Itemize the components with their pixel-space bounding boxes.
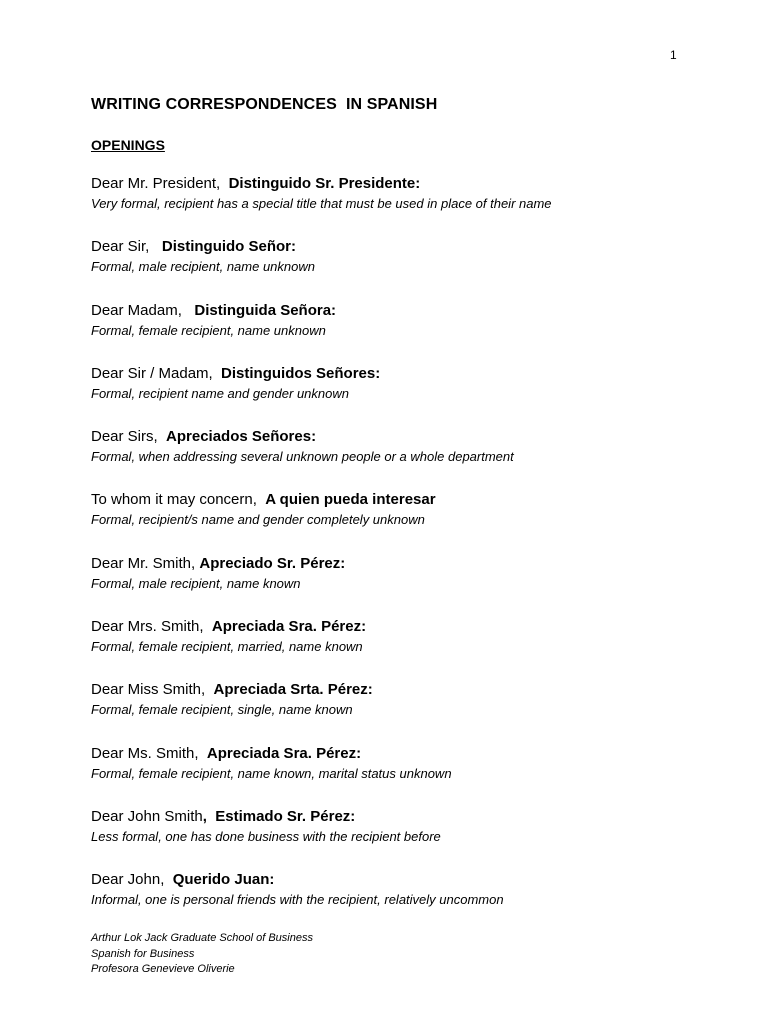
opening-entry — [91, 173, 711, 236]
salutation-line — [91, 743, 711, 765]
page-number: 1 — [670, 48, 677, 62]
english-salutation: Dear Sirs, — [91, 428, 167, 446]
spanish-salutation: A quien pueda interesar — [265, 491, 436, 509]
spanish-salutation: Apreciada Sra. Pérez: — [211, 618, 367, 636]
spanish-salutation: Distinguidos Señores: — [221, 364, 381, 382]
section-heading-openings: OPENINGS — [91, 137, 165, 153]
usage-note: Formal, recipient/s name and gender completely unknown — [91, 512, 425, 528]
opening-entry — [91, 426, 711, 489]
salutation-line — [91, 300, 711, 322]
opening-entry — [91, 743, 711, 806]
footer — [91, 931, 313, 978]
opening-entry — [91, 363, 711, 426]
salutation-line — [91, 616, 711, 638]
salutation-line — [91, 553, 711, 575]
spanish-salutation: Distinguido Señor: — [161, 238, 297, 256]
usage-note: Formal, female recipient, name known, marital status unknown — [91, 765, 452, 781]
english-salutation: Dear Madam, — [91, 301, 195, 319]
usage-note: Very formal, recipient has a special title that must be used in place of their name — [91, 196, 552, 211]
opening-entry — [91, 806, 711, 869]
english-salutation: To whom it may concern, — [91, 491, 266, 509]
opening-entry — [91, 489, 711, 552]
usage-note: Formal, recipient name and gender unknown — [91, 385, 349, 401]
english-salutation: Dear John Smith — [91, 807, 203, 825]
footer-line-school: Arthur Lok Jack Graduate School of Business — [91, 932, 313, 944]
footer-line-course: Spanish for Business — [91, 947, 195, 960]
usage-note: Formal, male recipient, name unknown — [91, 259, 315, 275]
usage-note: Formal, female recipient, single, name known — [91, 702, 353, 718]
spanish-salutation: , Estimado Sr. Pérez: — [202, 807, 356, 825]
english-salutation: Dear Ms. Smith, — [91, 744, 207, 762]
english-salutation: Dear Sir, — [91, 238, 162, 256]
salutation-line — [91, 173, 711, 195]
usage-note: Informal, one is personal friends with the recipient, relatively uncommon — [91, 892, 504, 908]
english-salutation: Dear Mrs. Smith, — [91, 618, 212, 636]
spanish-salutation: Apreciados Señores: — [166, 428, 317, 446]
openings-list — [91, 173, 711, 908]
english-salutation: Dear Sir / Madam, — [91, 364, 222, 382]
spanish-salutation: Apreciada Srta. Pérez: — [213, 681, 373, 699]
english-salutation: Dear Mr. President, — [91, 175, 229, 192]
salutation-line — [91, 236, 711, 258]
usage-note: Less formal, one has done business with the recipient before — [91, 828, 441, 844]
opening-entry — [91, 236, 711, 299]
footer-line-professor: Profesora Genevieve Oliverie — [91, 963, 235, 975]
opening-entry — [91, 679, 711, 742]
salutation-line — [91, 679, 711, 701]
document-title: WRITING CORRESPONDENCES IN SPANISH — [91, 96, 438, 113]
salutation-line — [91, 489, 711, 511]
usage-note: Formal, male recipient, name known — [91, 575, 301, 591]
salutation-line — [91, 869, 711, 891]
salutation-line — [91, 426, 711, 448]
english-salutation: Dear Miss Smith, — [91, 681, 214, 699]
spanish-salutation: Querido Juan: — [172, 871, 275, 889]
english-salutation: Dear Mr. Smith, — [91, 554, 200, 572]
salutation-line — [91, 363, 711, 385]
usage-note: Formal, female recipient, married, name known — [91, 639, 363, 655]
salutation-line — [91, 806, 711, 828]
usage-note: Formal, when addressing several unknown people or a whole department — [91, 449, 514, 465]
opening-entry — [91, 616, 711, 679]
opening-entry — [91, 553, 711, 616]
spanish-salutation: Distinguida Señora: — [194, 301, 337, 319]
english-salutation: Dear John, — [91, 871, 173, 889]
opening-entry — [91, 300, 711, 363]
opening-entry — [91, 869, 711, 908]
spanish-salutation: Apreciada Sra. Pérez: — [206, 744, 362, 762]
spanish-salutation: Apreciado Sr. Pérez: — [199, 554, 346, 572]
spanish-salutation: Distinguido Sr. Presidente: — [228, 175, 421, 192]
usage-note: Formal, female recipient, name unknown — [91, 322, 326, 338]
